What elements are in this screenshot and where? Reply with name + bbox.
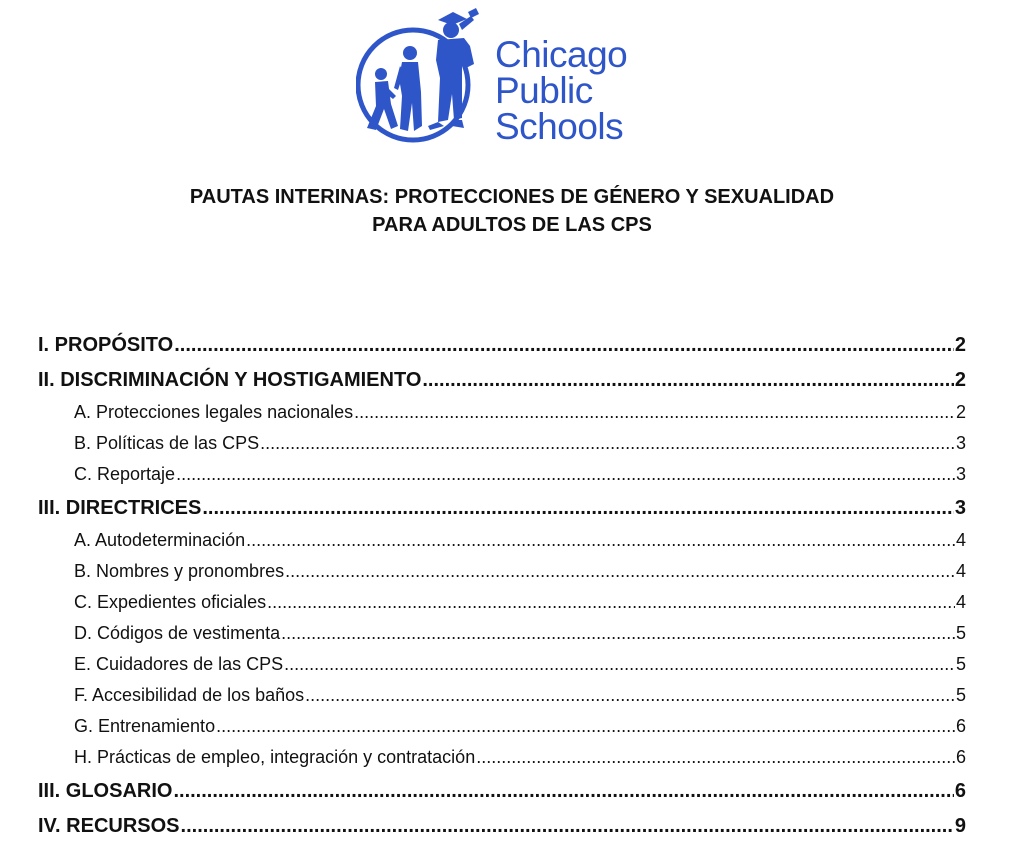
toc-dot-leader — [181, 814, 954, 838]
toc-entry-label: IV. RECURSOS — [38, 815, 180, 837]
toc-dot-leader — [202, 496, 954, 520]
toc-entry[interactable] — [38, 423, 966, 454]
logo-text-public: Public — [495, 70, 593, 111]
toc-entry-page-number: 2 — [954, 369, 966, 391]
logo-text-schools: Schools — [495, 106, 624, 147]
toc-dot-leader — [176, 463, 955, 485]
toc-dot-leader — [246, 529, 955, 551]
toc-entry[interactable] — [38, 485, 966, 520]
toc-entry-page-number: 5 — [955, 685, 966, 705]
toc-entry[interactable] — [38, 737, 966, 768]
toc-entry-label: B. Políticas de las CPS — [74, 433, 260, 453]
toc-entry-page-number: 4 — [955, 530, 966, 550]
toc-entry-page-number: 6 — [954, 780, 966, 802]
toc-entry-page-number: 6 — [955, 716, 966, 736]
toc-entry[interactable] — [38, 520, 966, 551]
toc-entry-label: A. Protecciones legales nacionales — [74, 402, 354, 422]
toc-dot-leader — [173, 779, 953, 803]
toc-entry[interactable] — [38, 768, 966, 803]
toc-entry[interactable] — [38, 357, 966, 392]
toc-entry-label: B. Nombres y pronombres — [74, 561, 285, 581]
toc-entry-page-number: 3 — [954, 497, 966, 519]
toc-entry[interactable] — [38, 322, 966, 357]
toc-entry-page-number: 2 — [954, 334, 966, 356]
toc-entry-label: C. Reportaje — [74, 464, 176, 484]
toc-dot-leader — [476, 746, 955, 768]
document-title-line-2: PARA ADULTOS DE LAS CPS — [372, 214, 652, 236]
toc-dot-leader — [281, 622, 955, 644]
toc-entry-page-number: 3 — [955, 464, 966, 484]
toc-dot-leader — [354, 401, 955, 423]
toc-entry-page-number: 3 — [955, 433, 966, 453]
toc-dot-leader — [422, 368, 954, 392]
document-title-line-1: PAUTAS INTERINAS: PROTECCIONES DE GÉNERO Y SEXUALIDAD — [189, 186, 835, 208]
toc-entry-label: III. DIRECTRICES — [38, 497, 202, 519]
toc-entry-label: III. GLOSARIO — [38, 780, 173, 802]
toc-dot-leader — [216, 715, 955, 737]
cps-logo — [356, 8, 656, 148]
logo-text-chicago: Chicago — [495, 34, 628, 75]
toc-entry-label: G. Entrenamiento — [74, 716, 216, 736]
toc-entry-label: D. Códigos de vestimenta — [74, 623, 281, 643]
toc-entry-label: II. DISCRIMINACIÓN Y HOSTIGAMIENTO — [38, 369, 422, 391]
toc-entry[interactable] — [38, 675, 966, 706]
toc-dot-leader — [305, 684, 955, 706]
toc-entry[interactable] — [38, 392, 966, 423]
toc-entry[interactable] — [38, 613, 966, 644]
toc-dot-leader — [284, 653, 955, 675]
table-of-contents — [38, 322, 966, 838]
cps-logo-emblem — [356, 8, 496, 148]
toc-entry-label: I. PROPÓSITO — [38, 334, 174, 356]
toc-dot-leader — [267, 591, 955, 613]
toc-entry-label: E. Cuidadores de las CPS — [74, 654, 284, 674]
toc-entry[interactable] — [38, 582, 966, 613]
toc-entry-page-number: 4 — [955, 561, 966, 581]
toc-entry-label: F. Accesibilidad de los baños — [74, 685, 305, 705]
toc-entry[interactable] — [38, 551, 966, 582]
toc-entry-page-number: 6 — [955, 747, 966, 767]
toc-entry-label: C. Expedientes oficiales — [74, 592, 267, 612]
toc-entry-page-number: 9 — [954, 815, 966, 837]
toc-entry-page-number: 4 — [955, 592, 966, 612]
toc-dot-leader — [260, 432, 955, 454]
toc-entry[interactable] — [38, 454, 966, 485]
toc-entry[interactable] — [38, 706, 966, 737]
toc-entry[interactable] — [38, 644, 966, 675]
toc-entry-page-number: 2 — [955, 402, 966, 422]
toc-entry-label: H. Prácticas de empleo, integración y contratación — [74, 747, 476, 767]
toc-entry-page-number: 5 — [955, 654, 966, 674]
document-title — [0, 183, 1024, 239]
toc-dot-leader — [174, 333, 954, 357]
toc-dot-leader — [285, 560, 955, 582]
toc-entry-label: A. Autodeterminación — [74, 530, 246, 550]
toc-entry[interactable] — [38, 803, 966, 838]
toc-entry-page-number: 5 — [955, 623, 966, 643]
